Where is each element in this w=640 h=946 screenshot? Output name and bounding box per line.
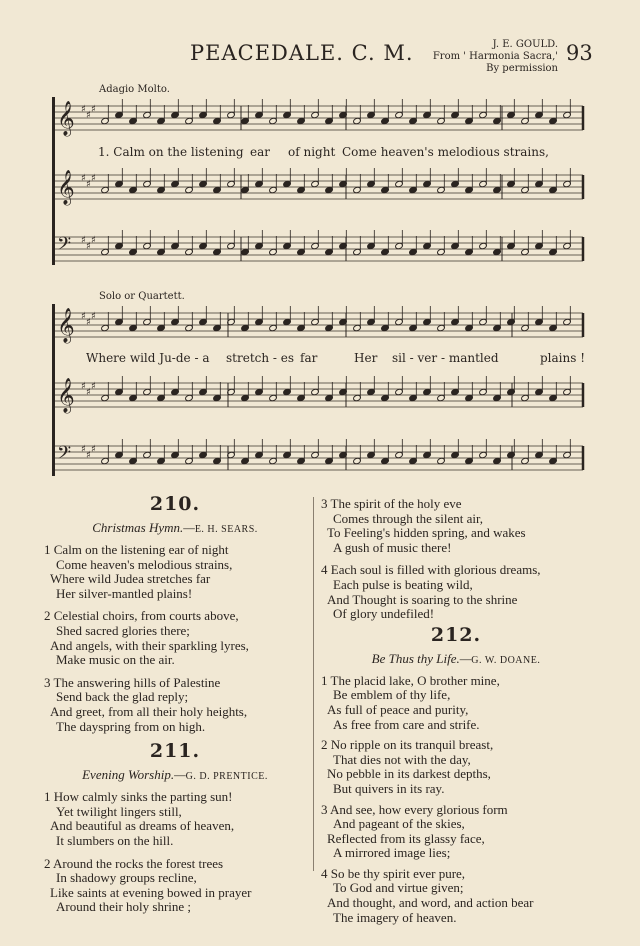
right-column: [321, 497, 591, 925]
hymn-author-212: G. W. DOANE.: [471, 654, 541, 666]
hymn-211-line: Yet twilight lingers still,: [56, 803, 182, 819]
lyric-1b: ear: [250, 145, 270, 159]
svg-text:♯: ♯: [81, 235, 86, 246]
svg-text:𝄞: 𝄞: [57, 101, 75, 136]
svg-text:♯: ♯: [86, 110, 91, 121]
hymn-211-line: 2 Around the rocks the forest trees: [44, 855, 224, 871]
lyric-2a: Where wild Ju-de - a: [86, 351, 210, 365]
column-divider: [313, 497, 314, 871]
svg-text:𝄞: 𝄞: [57, 378, 75, 413]
hymn-211-verses: [44, 790, 306, 915]
svg-text:𝄞: 𝄞: [57, 308, 75, 343]
lyric-1a: 1. Calm on the listening: [98, 145, 244, 159]
hymn-title-211: Evening Worship.—: [82, 767, 186, 783]
hymn-210-line: Come heaven's melodious strains,: [56, 556, 233, 572]
hymn-210-line: Shed sacred glories there;: [56, 622, 190, 638]
hymn-210-line: And greet, from all their holy heights,: [50, 703, 248, 719]
hymn-210-verses: [44, 543, 306, 734]
svg-text:♯: ♯: [86, 241, 91, 252]
svg-text:♯: ♯: [81, 104, 86, 115]
hymn-211-line: And Thought is soaring to the shrine: [327, 591, 518, 607]
hymn-212-line: That dies not with the day,: [333, 751, 471, 767]
hymn-number-212: 212.: [430, 623, 482, 646]
hymn-210-line: 3 The answering hills of Palestine: [44, 674, 221, 690]
hymn-212-line: And pageant of the skies,: [333, 816, 465, 832]
hymn-210-line: 1 Calm on the listening ear of night: [44, 542, 229, 557]
svg-text:♯: ♯: [81, 381, 86, 392]
hymn-title-210: Christmas Hymn.—: [92, 520, 195, 535]
hymn-211-line: A gush of music there!: [333, 539, 452, 555]
hymn-212-verses: [321, 674, 591, 926]
hymn-212-line: 3 And see, how every glorious form: [321, 801, 508, 817]
svg-text:♯: ♯: [81, 444, 86, 455]
svg-text:♯: ♯: [91, 444, 96, 455]
hymn-author-210: E. H. SEARS.: [194, 524, 258, 535]
hymn-heading-211: [44, 768, 306, 784]
hymn-212-line: 1 The placid lake, O brother mine,: [321, 672, 500, 688]
hymn-211-line: To Feeling's hidden spring, and wakes: [327, 525, 526, 541]
svg-text:𝄢: 𝄢: [57, 234, 72, 259]
hymn-210-line: Send back the glad reply;: [56, 689, 189, 705]
svg-text:𝄞: 𝄞: [57, 170, 75, 205]
hymn-210-line: Her silver-mantled plains!: [56, 585, 193, 601]
hymn-211-line: Each pulse is beating wild,: [333, 576, 473, 592]
svg-text:♯: ♯: [81, 173, 86, 184]
hymn-210-line: Where wild Judea stretches far: [50, 571, 211, 587]
tempo-marking-2: Solo or Quartett.: [99, 291, 185, 302]
hymn-211-line: It slumbers on the hill.: [56, 832, 174, 848]
hymn-211-line: 1 How calmly sinks the parting sun!: [44, 789, 233, 805]
svg-text:♯: ♯: [86, 450, 91, 461]
hymn-212-line: The imagery of heaven.: [333, 909, 457, 925]
lyric-2e: sil - ver - mantled: [392, 351, 499, 365]
hymn-211-line: In shadowy groups recline,: [56, 870, 197, 886]
svg-text:𝄢: 𝄢: [57, 443, 72, 468]
hymn-number-210: 210.: [149, 493, 201, 515]
hymn-210-line: 2 Celestial choirs, from courts above,: [44, 608, 239, 624]
lyric-1d: Come heaven's melodious strains,: [342, 145, 549, 159]
svg-text:♯: ♯: [81, 311, 86, 322]
attribution-source: From ' Harmonia Sacra,': [432, 51, 558, 62]
hymn-212-line: Reflected from its glassy face,: [327, 830, 485, 846]
lyric-2c: far: [300, 351, 318, 365]
system2-brace: [52, 304, 55, 476]
system2-staves: [55, 306, 586, 470]
hymn-heading-212: [321, 652, 591, 668]
tune-title: PEACEDALE. C. M.: [190, 41, 414, 65]
svg-text:♯: ♯: [86, 387, 91, 398]
hymn-211-continued-verses: [321, 497, 591, 622]
left-column: [44, 493, 306, 915]
hymn-210-line: Make music on the air.: [56, 652, 175, 668]
hymn-210-line: The dayspring from on high.: [56, 718, 206, 734]
attribution-composer: J. E. GOULD.: [492, 39, 558, 50]
svg-text:♯: ♯: [91, 381, 96, 392]
hymn-212-line: No pebble in its darkest depths,: [327, 766, 491, 782]
system1-staves: [55, 99, 583, 261]
hymn-212-line: To God and virtue given;: [333, 880, 464, 896]
svg-text:♯: ♯: [91, 104, 96, 115]
hymn-211-line: Of glory undefiled!: [333, 606, 435, 622]
hymn-212-line: A mirrored image lies;: [333, 845, 451, 861]
svg-text:♯: ♯: [86, 317, 91, 328]
tempo-marking-1: Adagio Molto.: [99, 84, 170, 95]
hymn-211-line: And beautiful as dreams of heaven,: [50, 818, 235, 834]
lyric-2d: Her: [354, 351, 378, 365]
hymn-211-line: 4 Each soul is filled with glorious dreams,: [321, 562, 541, 578]
hymn-212-line: But quivers in its ray.: [333, 780, 445, 796]
hymn-211-line: 3 The spirit of the holy eve: [321, 496, 462, 511]
lyric-2f: plains !: [540, 351, 586, 365]
hymn-212-line: 2 No ripple on its tranquil breast,: [321, 737, 494, 753]
system1-brace: [52, 97, 55, 265]
svg-text:♯: ♯: [91, 235, 96, 246]
svg-text:♯: ♯: [86, 179, 91, 190]
attribution-permission: By permission: [486, 63, 558, 74]
hymn-212-line: As free from care and strife.: [333, 716, 480, 732]
hymn-number-211: 211.: [149, 740, 201, 763]
page-number: 93: [566, 41, 593, 65]
hymn-211-line: Around their holy shrine ;: [56, 899, 192, 915]
hymn-author-211: G. D. PRENTICE.: [185, 771, 268, 783]
svg-text:♯: ♯: [91, 311, 96, 322]
hymn-212-line: 4 So be thy spirit ever pure,: [321, 865, 466, 881]
hymn-title-212: Be Thus thy Life.—: [371, 650, 472, 666]
hymn-211-line: Comes through the silent air,: [333, 510, 484, 526]
lyric-2b: stretch - es: [226, 351, 295, 365]
hymn-212-line: Be emblem of thy life,: [333, 687, 451, 703]
hymn-210-line: And angels, with their sparkling lyres,: [50, 637, 249, 653]
hymn-212-line: As full of peace and purity,: [327, 701, 469, 717]
lyric-1c: of night: [288, 145, 336, 159]
hymn-212-line: And thought, and word, and action bear: [327, 895, 534, 911]
svg-text:♯: ♯: [91, 173, 96, 184]
hymn-211-line: Like saints at evening bowed in prayer: [50, 884, 252, 900]
hymn-heading-210: [44, 521, 306, 537]
